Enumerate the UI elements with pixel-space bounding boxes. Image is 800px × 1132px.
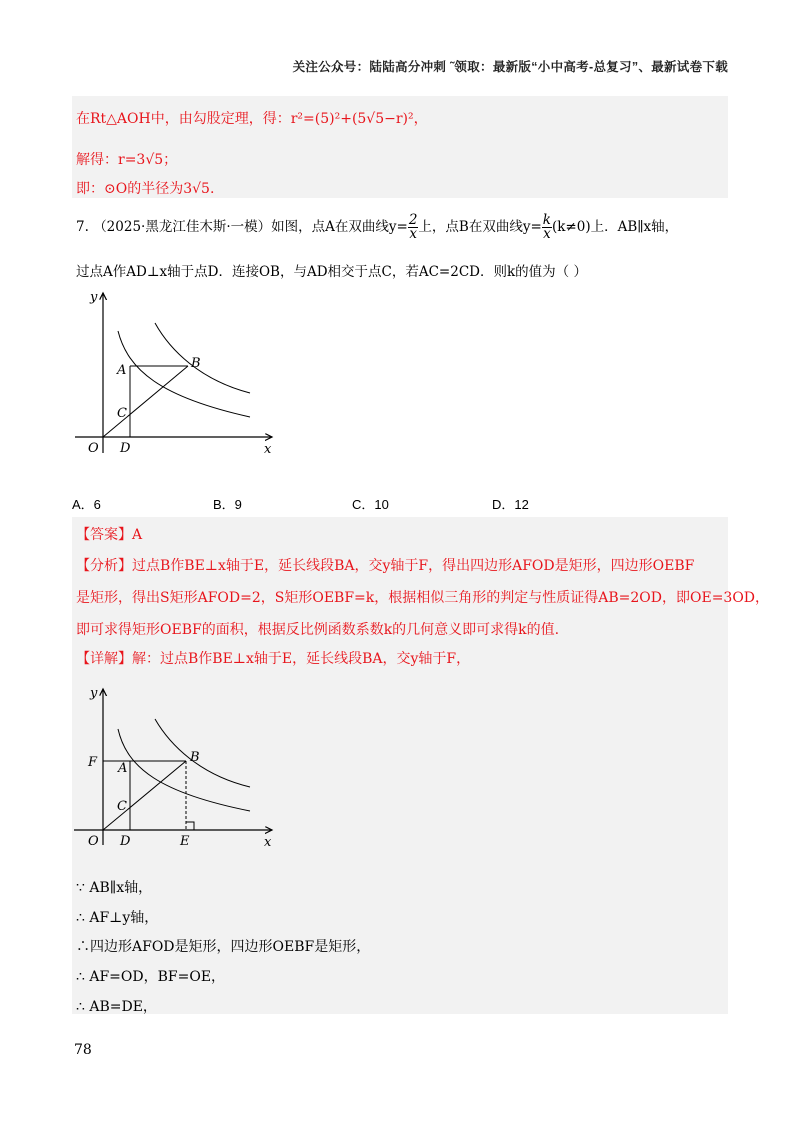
label-F: F (88, 755, 98, 770)
option-d[interactable]: D．12 (492, 497, 529, 512)
step-3: ∴四边形AFOD是矩形，四边形OEBF是矩形， (76, 939, 371, 955)
question-line-2: 过点A作AD⊥x轴于点D．连接OB，与AD相交于点C，若AC=2CD．则k的值为（ ） (76, 264, 587, 280)
curve-y-2-over-x (118, 729, 250, 811)
prev-line-1: 在Rt△AOH中，由勾股定理，得：r²=(5)²+(5√5−r)²， (76, 111, 428, 127)
label-D: D (120, 441, 131, 456)
question-text-a: 如图，点A在双曲线y= (271, 219, 408, 235)
step-2: ∴ AF⊥y轴， (76, 910, 159, 926)
label-x: x (264, 835, 272, 850)
label-B: B (191, 356, 201, 371)
prev-line-2: 解得：r=3√5； (76, 152, 178, 168)
step-4: ∴ AF=OD，BF=OE， (76, 969, 226, 985)
option-c[interactable]: C．10 (352, 497, 389, 512)
page-header: 关注公众号：陆陆高分冲刺 ˜领取：最新版“小中高考-总复习”、最新试卷下载 (292, 60, 728, 74)
segment-OB (103, 366, 188, 437)
question-text-b: 上，点B在双曲线y= (418, 219, 542, 235)
detail-line-1: 【详解】解：过点B作BE⊥x轴于E，延长线段BA，交y轴于F， (76, 651, 471, 667)
option-b[interactable]: B．9 (213, 497, 242, 512)
analysis-line-2: 是矩形，得出S矩形AFOD=2，S矩形OEBF=k，根据相似三角形的判定与性质证得AB=2OD，即OE=3OD， (76, 590, 770, 606)
prev-line-3: 即：⊙O的半径为3√5. (76, 181, 215, 197)
label-O: O (88, 834, 99, 849)
label-y: y (90, 686, 98, 701)
analysis-line-3: 即可求得矩形OEBF的面积，根据反比例函数系数k的几何意义即可求得k的值. (76, 622, 560, 638)
fraction-2-over-x: $\frac{2}{x}$ (408, 212, 418, 242)
label-y: y (90, 290, 98, 305)
question-number: 7. (76, 219, 89, 235)
label-O: O (88, 441, 99, 456)
step-1: ∵ AB∥x轴， (76, 880, 153, 896)
question-source: （2025·黑龙江佳木斯·一模） (93, 219, 272, 235)
label-D: D (120, 834, 131, 849)
question-text-c: (k≠0)上．AB∥x轴， (551, 219, 679, 235)
answer-line: 【答案】A (76, 527, 143, 543)
option-a[interactable]: A．6 (72, 497, 101, 512)
question-line-1 (76, 214, 678, 241)
figure-1 (70, 285, 290, 460)
label-A: A (118, 761, 128, 776)
label-A: A (117, 363, 127, 378)
page-number: 78 (74, 1042, 92, 1058)
label-x: x (264, 442, 272, 457)
label-E: E (180, 834, 190, 849)
label-C: C (117, 799, 127, 814)
curve-y-2-over-x (118, 331, 250, 417)
figure-2 (72, 683, 292, 853)
right-angle-mark (186, 822, 194, 830)
fraction-k-over-x: $\frac{k}{x}$ (542, 212, 551, 242)
analysis-line-1: 【分析】过点B作BE⊥x轴于E，延长线段BA，交y轴于F，得出四边形AFOD是矩形，四边形OEBF (76, 558, 695, 574)
step-5: ∴ AB=DE， (76, 999, 157, 1015)
curve-y-k-over-x (155, 323, 250, 393)
label-C: C (117, 406, 127, 421)
label-B: B (190, 750, 200, 765)
curve-y-k-over-x (155, 719, 250, 787)
